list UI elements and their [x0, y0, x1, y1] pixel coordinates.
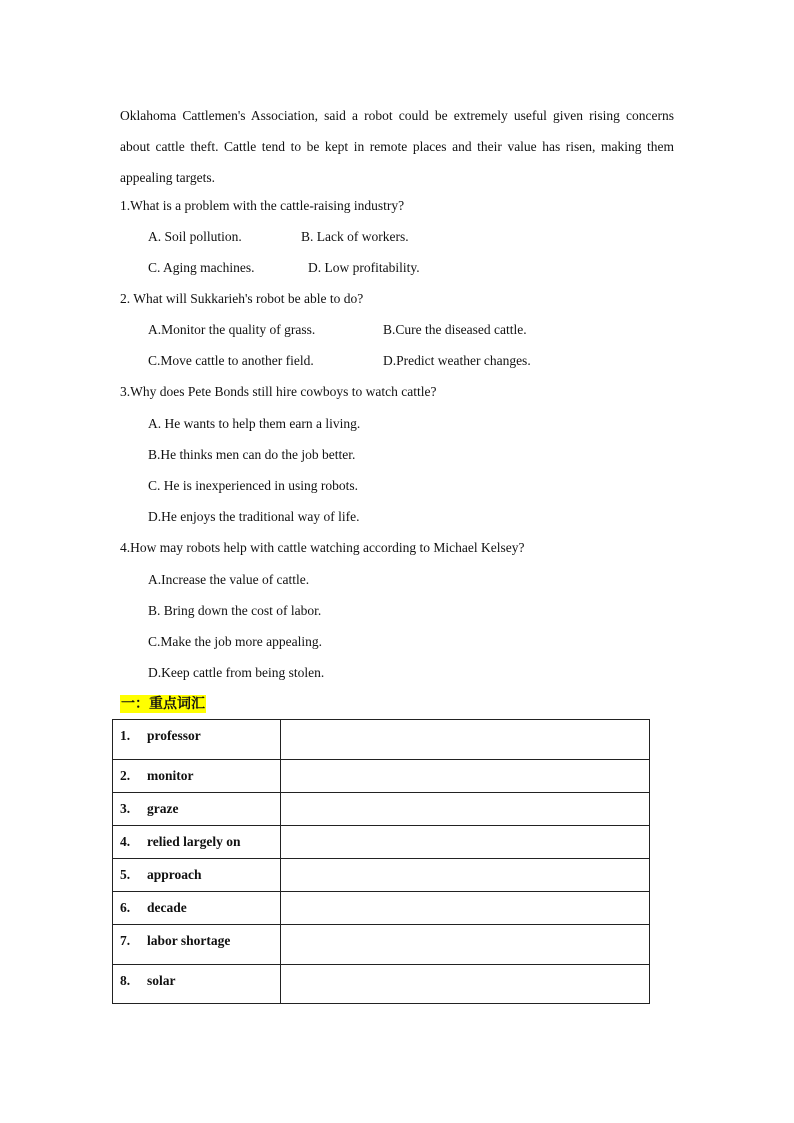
vocab-term-cell	[113, 720, 281, 760]
vocab-number: 3.	[120, 801, 131, 816]
vocab-term-cell	[113, 965, 281, 1004]
question-2-option-a: A.Monitor the quality of grass.	[148, 322, 316, 337]
vocab-answer-cell[interactable]	[280, 826, 649, 859]
vocab-answer-cell[interactable]	[280, 859, 649, 892]
question-3: 3.Why does Pete Bonds still hire cowboys to watch cattle?	[120, 384, 437, 399]
question-2: 2. What will Sukkarieh's robot be able to do?	[120, 291, 364, 306]
table-row	[113, 892, 650, 925]
vocab-term-cell	[113, 793, 281, 826]
vocab-table	[112, 719, 650, 1004]
vocab-heading: 一：重点词汇	[121, 696, 205, 712]
vocab-number: 4.	[120, 834, 131, 849]
question-2-option-d: D.Predict weather changes.	[383, 353, 531, 368]
vocab-term: solar	[147, 973, 176, 988]
table-row	[113, 760, 650, 793]
vocab-term: approach	[147, 867, 202, 882]
vocab-term: labor shortage	[147, 933, 231, 948]
vocab-term: professor	[147, 728, 201, 743]
vocab-answer-cell[interactable]	[280, 925, 649, 965]
question-3-option-a: A. He wants to help them earn a living.	[148, 416, 361, 431]
question-3-option-d: D.He enjoys the traditional way of life.	[148, 509, 360, 524]
question-1-option-c: C. Aging machines.	[148, 260, 255, 275]
question-1-option-a: A. Soil pollution.	[148, 229, 242, 244]
passage-paragraph: Oklahoma Cattlemen's Association, said a robot could be extremely useful given rising concerns about cattle theft. Cattle tend to be kept in remote places and their value has risen, making them appealing targets.	[120, 108, 674, 185]
question-1-option-b: B. Lack of workers.	[301, 229, 409, 244]
table-row	[113, 720, 650, 760]
table-row	[113, 965, 650, 1004]
vocab-term: monitor	[147, 768, 194, 783]
vocab-term-cell	[113, 892, 281, 925]
vocab-number: 8.	[120, 973, 131, 988]
question-4: 4.How may robots help with cattle watching according to Michael Kelsey?	[120, 540, 525, 555]
vocab-answer-cell[interactable]	[280, 760, 649, 793]
vocab-answer-cell[interactable]	[280, 793, 649, 826]
vocab-number: 6.	[120, 900, 131, 915]
question-4-option-c: C.Make the job more appealing.	[148, 634, 322, 649]
table-row	[113, 826, 650, 859]
table-row	[113, 793, 650, 826]
vocab-term: relied largely on	[147, 834, 241, 849]
question-2-option-b: B.Cure the diseased cattle.	[383, 322, 527, 337]
vocab-number: 5.	[120, 867, 131, 882]
question-3-option-b: B.He thinks men can do the job better.	[148, 447, 356, 462]
vocab-term: graze	[147, 801, 179, 816]
vocab-number: 7.	[120, 933, 131, 948]
vocab-answer-cell[interactable]	[280, 965, 649, 1004]
vocab-term-cell	[113, 925, 281, 965]
table-row	[113, 859, 650, 892]
vocab-number: 2.	[120, 768, 131, 783]
question-1: 1.What is a problem with the cattle-raising industry?	[120, 198, 405, 213]
table-row	[113, 925, 650, 965]
question-2-option-c: C.Move cattle to another field.	[148, 353, 314, 368]
vocab-answer-cell[interactable]	[280, 720, 649, 760]
question-4-option-d: D.Keep cattle from being stolen.	[148, 665, 325, 680]
vocab-term: decade	[147, 900, 187, 915]
vocab-term-cell	[113, 760, 281, 793]
vocab-answer-cell[interactable]	[280, 892, 649, 925]
vocab-term-cell	[113, 826, 281, 859]
question-4-option-a: A.Increase the value of cattle.	[148, 572, 310, 587]
vocab-term-cell	[113, 859, 281, 892]
question-4-option-b: B. Bring down the cost of labor.	[148, 603, 322, 618]
question-3-option-c: C. He is inexperienced in using robots.	[148, 478, 358, 493]
vocab-number: 1.	[120, 728, 131, 743]
question-1-option-d: D. Low profitability.	[308, 260, 420, 275]
